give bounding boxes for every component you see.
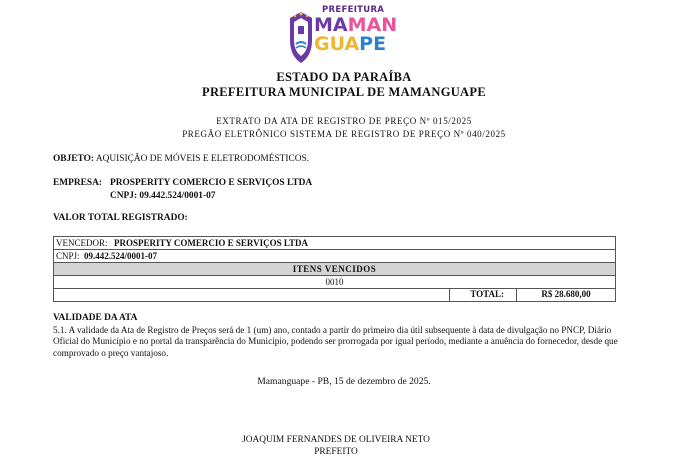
state-heading: ESTADO DA PARAÍBA xyxy=(276,70,412,84)
object-label: OBJETO: xyxy=(53,154,94,164)
winner-label: VENCEDOR: xyxy=(56,238,108,248)
crest-icon xyxy=(286,10,316,66)
logo-line-2 xyxy=(314,32,406,55)
item-code: 0010 xyxy=(325,277,344,287)
logo-line-2b: PE xyxy=(359,32,387,55)
document-date: Mamanguape - PB, 15 de dezembro de 2025. xyxy=(257,376,431,387)
cnpj-label: CNPJ: xyxy=(56,251,80,261)
company-cnpj: CNPJ: 09.442.524/0001-07 xyxy=(110,191,216,201)
signatory-role: PREFEITO xyxy=(314,447,358,457)
logo-prefix: PREFEITURA xyxy=(322,5,385,15)
municipal-logo xyxy=(286,6,406,68)
cnpj-row xyxy=(54,250,615,263)
company-label: EMPRESA: xyxy=(53,178,102,188)
items-header-row xyxy=(54,263,615,276)
extract-title: EXTRATO DA ATA DE REGISTRO DE PREÇO Nº 015/2025 xyxy=(216,116,472,126)
total-label: TOTAL: xyxy=(470,289,504,299)
total-value: R$ 28.680,00 xyxy=(541,289,591,299)
city-heading: PREFEITURA MUNICIPAL DE MAMANGUAPE xyxy=(202,85,486,99)
items-header: ITENS VENCIDOS xyxy=(292,264,377,274)
validity-text: 5.1. A validade da Ata de Registro de Preços será de 1 (um) ano, contado a partir do primeiro dia útil subsequente à data de divulgação no PNCP, Diário Oficial do Município e no portal da transparência do Município, podendo ser prorrogada por igual período, mediante a anuência do fornecedor, desde que comprovado o preço vantajoso. xyxy=(53,325,618,358)
logo-line-2a: GUA xyxy=(314,32,360,55)
item-row xyxy=(54,276,615,289)
signatory-name: JOAQUIM FERNANDES DE OLIVEIRA NETO xyxy=(242,435,430,445)
validity-title: VALIDADE DA ATA xyxy=(53,313,138,323)
logo-line-1b: MAN xyxy=(347,13,398,36)
total-row xyxy=(54,289,615,301)
winner-row xyxy=(54,237,615,250)
object-line xyxy=(53,154,309,164)
object-value: AQUISIÇÃO DE MÓVEIS E ELETRODOMÉSTICOS. xyxy=(95,154,310,164)
total-label-cell xyxy=(449,289,516,301)
company-name: PROSPERITY COMERCIO E SERVIÇOS LTDA xyxy=(110,178,313,188)
logo-line-1a: MA xyxy=(314,13,348,36)
winner-table xyxy=(53,236,616,302)
logo-wordmark xyxy=(314,6,406,54)
cnpj-value: 09.442.524/0001-07 xyxy=(84,251,157,261)
total-value-cell xyxy=(516,289,615,301)
auction-title: PREGÃO ELETRÔNICO SISTEMA DE REGISTRO DE PREÇO Nº 040/2025 xyxy=(182,129,506,139)
total-registered-label: VALOR TOTAL REGISTRADO: xyxy=(53,213,188,223)
winner-name: PROSPERITY COMERCIO E SERVIÇOS LTDA xyxy=(114,238,309,248)
